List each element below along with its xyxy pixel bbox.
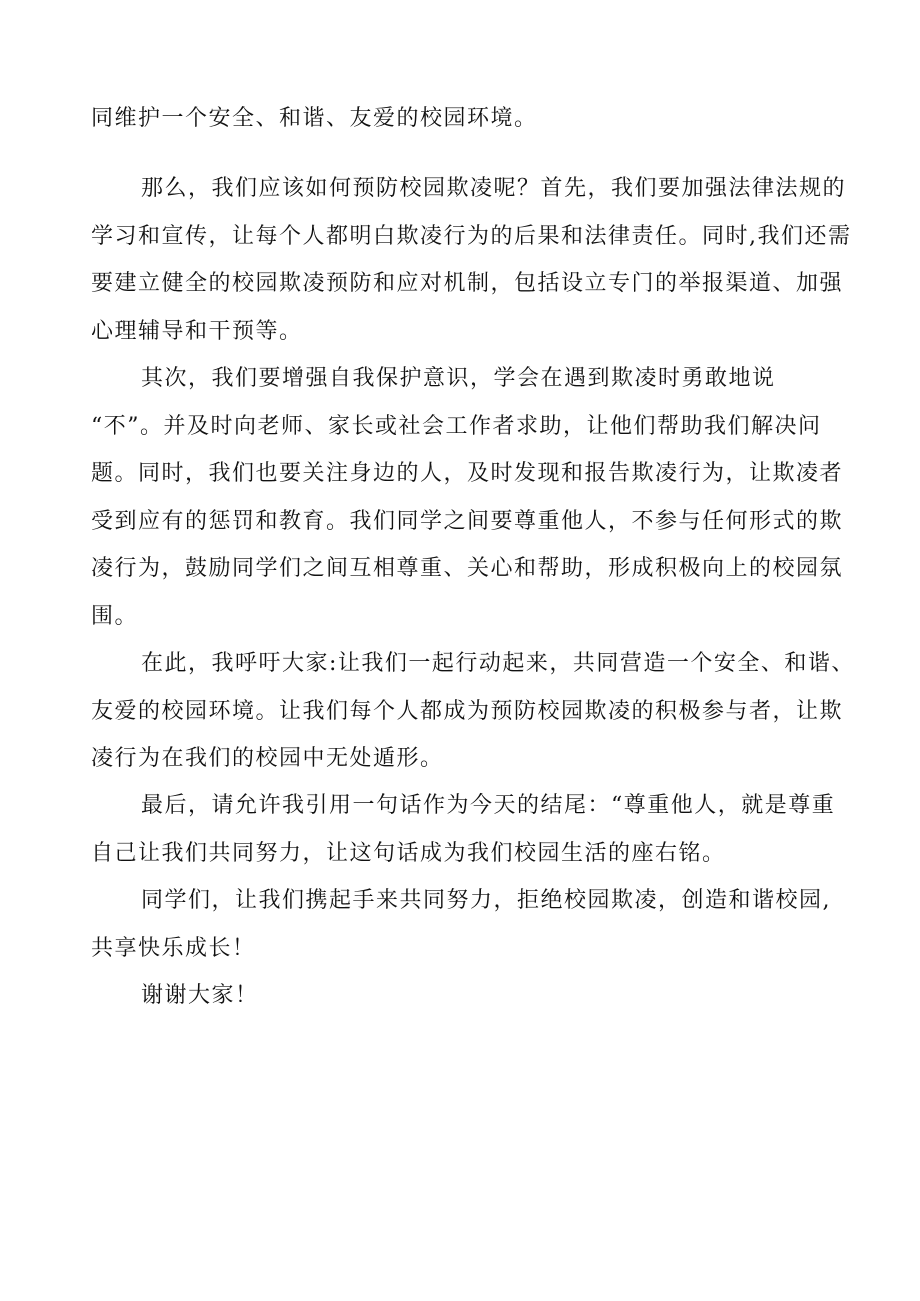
text-line: 自己让我们共同努力，让这句话成为我们校园生活的座右铭。 (91, 840, 726, 866)
text-line: 那么，我们应该如何预防校园欺凌呢？首先，我们要加强法律法规的 (141, 176, 847, 201)
paragraph-quote (91, 782, 836, 877)
text-line: 最后，请允许我引用一句话作为今天的结尾：“尊重他人，就是尊重 (141, 793, 836, 818)
text-line: 受到应有的惩罚和教育。我们同学之间要尊重他人，不参与任何形式的欺 (91, 508, 844, 534)
text-line: 同维护一个安全、和谐、友爱的校园环境。 (91, 106, 538, 131)
text-line: 谢谢大家！ (141, 983, 259, 1008)
text-line: 在此，我呼吁大家:让我们一起行动起来，共同营造一个安全、和谐、 (141, 651, 855, 676)
paragraph-call-to-action (91, 640, 855, 783)
text-line: 共享快乐成长！ (91, 935, 256, 961)
text-line: 围。 (91, 603, 139, 629)
paragraph-continuation (91, 95, 836, 143)
text-line: 学习和宣传，让每个人都明白欺凌行为的后果和法律责任。同时,我们还需 (91, 223, 852, 249)
text-line: 心理辅导和干预等。 (91, 318, 303, 344)
text-line: 要建立健全的校园欺凌预防和应对机制，包括设立专门的举报渠道、加强 (91, 271, 844, 296)
paragraph-thanks (91, 972, 836, 1020)
text-line: 其次，我们要增强自我保护意识，学会在遇到欺凌时勇敢地说 (141, 366, 776, 391)
text-line: 同学们，让我们携起手来共同努力，拒绝校园欺凌，创造和谐校园, (141, 888, 831, 913)
text-line: “不”。并及时向老师、家长或社会工作者求助，让他们帮助我们解决问 (91, 413, 822, 439)
paragraph-prevention (91, 165, 852, 355)
paragraph-closing (91, 877, 836, 972)
text-line: 友爱的校园环境。让我们每个人都成为预防校园欺凌的积极参与者，让欺 (91, 698, 844, 724)
text-line: 凌行为，鼓励同学们之间互相尊重、关心和帮助，形成积极向上的校园氛 (91, 556, 844, 581)
text-line: 题。同时，我们也要关注身边的人，及时发现和报告欺凌行为，让欺凌者 (91, 461, 844, 486)
text-line: 凌行为在我们的校园中无处遁形。 (91, 746, 444, 771)
paragraph-self-protection (91, 355, 844, 640)
